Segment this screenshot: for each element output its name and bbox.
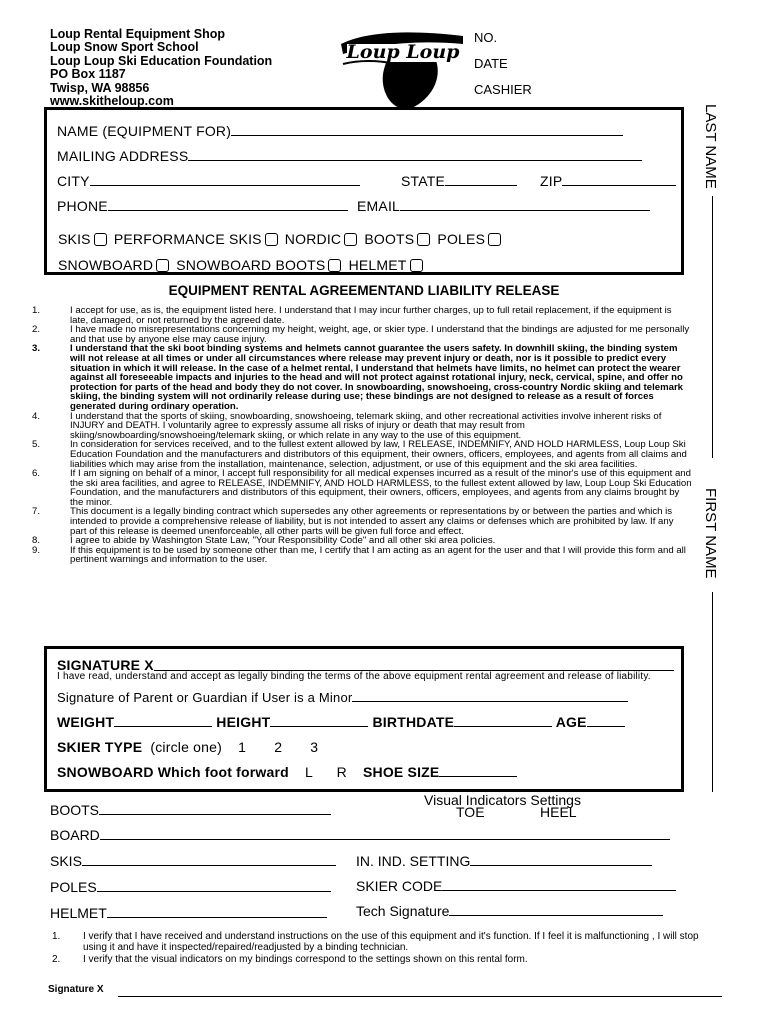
agreement-title: EQUIPMENT RENTAL AGREEMENTAND LIABILITY RELEASE: [168, 283, 560, 298]
age-label: AGE: [555, 714, 587, 730]
header-line: Loup Snow Sport School: [50, 40, 199, 55]
skier-type-label: SKIER TYPE: [57, 739, 143, 755]
boots-field[interactable]: [50, 802, 331, 818]
boots-label: BOOTS: [50, 802, 100, 818]
acceptance-text: I have read, understand and accept as legally binding the terms of the above equipment rental agreement and release of liability.: [57, 671, 651, 682]
snowboard-checkbox[interactable]: [156, 259, 169, 272]
verification-statements: [48, 932, 718, 966]
skier-type-1-option[interactable]: 1: [238, 739, 247, 755]
email-field[interactable]: [357, 198, 650, 214]
header-line: PO Box 1187: [50, 67, 126, 82]
tech-signature-label: Tech Signature: [356, 903, 450, 919]
boots-checkbox[interactable]: [417, 233, 430, 246]
header-line: Loup Rental Equipment Shop: [50, 27, 225, 41]
email-label: EMAIL: [357, 198, 401, 214]
phone-field[interactable]: [57, 198, 348, 214]
equipment-options-row-2: [58, 257, 426, 273]
skis-option-label: SKIS: [58, 231, 91, 247]
cashier-label: CASHIER: [474, 82, 532, 97]
weight-field[interactable]: [114, 715, 212, 727]
last-name-label: LAST NAME: [702, 104, 719, 189]
board-field[interactable]: [50, 827, 670, 843]
term-item: 5. In consideration for services received, and to the fullest extent allowed by law, I RELEASE, INDEMNIFY, AND HOLD HARMLESS, Loup Loup Ski Education Foundation and the manufacturers and distributors of this equipment, their owners, officers, employees, and agents from all claims and liabilities which may arise from the installation, maintenance, selection, adjustment, or use of this equipment and the ski area facilities.: [32, 439, 687, 470]
skier-type-3-option[interactable]: 3: [310, 739, 319, 755]
height-label: HEIGHT: [216, 714, 271, 730]
address-field[interactable]: [57, 148, 642, 164]
poles-label: POLES: [50, 879, 97, 895]
state-label: STATE: [401, 173, 446, 189]
first-name-line[interactable]: [712, 592, 713, 792]
receipt-number-label: NO.: [474, 30, 498, 45]
term-item: 7. This document is a legally binding contract which supersedes any other agreements or representations by or between the parties and which is intended to provide a comprehensive release of liability, but is not intended to assert any claims or defenses which are prohibited by law. If any part of this release is deemed unenforceable, all other parts will be given full force and effect.: [32, 506, 674, 537]
skier-code-label: SKIER CODE: [356, 878, 443, 894]
signature-label: SIGNATURE X: [57, 657, 154, 673]
snowboard-boots-option-label: SNOWBOARD BOOTS: [176, 257, 326, 273]
loup-loup-logo: [337, 24, 467, 114]
verification-item: 2. I verify that the visual indicators on my bindings correspond to the settings shown on this rental form.: [52, 954, 528, 965]
address-label: MAILING ADDRESS: [57, 148, 189, 164]
skis-checkbox[interactable]: [94, 233, 107, 246]
customer-info-box: [44, 107, 684, 275]
skis-field[interactable]: [50, 853, 336, 869]
snowboard-foot-label: SNOWBOARD Which foot forward: [57, 764, 289, 780]
zip-label: ZIP: [540, 173, 563, 189]
term-item: 6. If I am signing on behalf of a minor, I accept full responsibility for all medical expenses incurred as a result of the minor's use of this equipment and the ski area facilities, and agree to RELEASE, INDEMNIFY, AND HOLD HARMLESS, to the fullest extent allowed by law, Loup Loup Ski Education Foundation, and the manufacturers and distributors of this equipment, their owners, officers, employees, and agents from any claims brought by the minor.: [32, 468, 692, 508]
poles-option-label: POLES: [437, 231, 486, 247]
poles-field[interactable]: [50, 879, 331, 895]
final-signature-line[interactable]: [118, 996, 722, 997]
name-label: NAME (EQUIPMENT FOR): [57, 123, 232, 139]
body-stats-row: [57, 714, 625, 730]
circle-one-hint: (circle one): [150, 739, 222, 755]
left-foot-option[interactable]: L: [305, 764, 313, 780]
verification-item: 1. I verify that I have received and understand instructions on the use of this equipment and it's function. If I feel it is malfunctioning , I will stop using it and have it inspected/repaired/readjusted by a binding technician.: [52, 931, 699, 953]
guardian-signature-field[interactable]: [57, 690, 628, 705]
city-label: CITY: [57, 173, 90, 189]
performance-skis-checkbox[interactable]: [265, 233, 278, 246]
nordic-option-label: NORDIC: [284, 231, 342, 247]
nordic-checkbox[interactable]: [344, 233, 357, 246]
equipment-options-row-1: [58, 231, 504, 247]
shop-address-block: [50, 28, 272, 108]
name-field[interactable]: [57, 123, 623, 139]
last-name-line[interactable]: [712, 196, 713, 458]
helmet-field[interactable]: [50, 905, 327, 921]
term-item: 4. I understand that the sports of skiing, snowboarding, snowshoeing, telemark skiing, and other recreational activities involve inherent risks of INJURY and DEATH. I voluntarily agree to expressly assume all risks of injury or death that may result from skiing/snowboarding/snowshoeing/telemark skiing, or which relate in any way to the use of this equipment.: [32, 410, 662, 441]
city-field[interactable]: [57, 173, 360, 189]
height-field[interactable]: [270, 715, 368, 727]
shoe-size-field[interactable]: [439, 765, 517, 777]
helmet-checkbox[interactable]: [410, 259, 423, 272]
term-item: 8. I agree to abide by Washington State Law, "Your Responsibility Code" and all other ski area policies.: [32, 535, 496, 547]
poles-checkbox[interactable]: [488, 233, 501, 246]
board-label: BOARD: [50, 827, 100, 843]
skier-code-field[interactable]: [356, 878, 676, 894]
boots-option-label: BOOTS: [364, 231, 415, 247]
helmet-label: HELMET: [50, 905, 107, 921]
signature-box: [44, 646, 684, 792]
header-line: Twisp, WA 98856: [50, 80, 150, 95]
age-field[interactable]: [587, 715, 625, 727]
logo-text: Loup Loup: [346, 41, 460, 63]
state-field[interactable]: [401, 173, 517, 189]
in-ind-setting-label: IN. IND. SETTING: [356, 853, 471, 869]
header-line: www.skitheloup.com: [50, 94, 174, 109]
term-item: 1. I accept for use, as is, the equipment listed here. I understand that I may incur further charges, up to full retail replacement, if the equipment is late, damaged, or not returned by the agreed date.: [32, 305, 672, 326]
toe-label: TOE: [456, 804, 485, 820]
final-signature-label: Signature X: [48, 984, 104, 995]
tech-signature-field[interactable]: [356, 903, 663, 919]
term-item: 9. If this equipment is to be used by someone other than me, I certify that I am acting as an agent for the user and that I will provide this form and all pertinent warnings and information to the user.: [32, 544, 686, 566]
skier-type-2-option[interactable]: 2: [274, 739, 283, 755]
zip-field[interactable]: [540, 173, 676, 189]
weight-label: WEIGHT: [57, 714, 115, 730]
right-foot-option[interactable]: R: [336, 764, 347, 780]
shoe-size-label: SHOE SIZE: [362, 764, 440, 780]
snowboard-stance-row: [57, 764, 517, 780]
term-item: 3. I understand that the ski boot binding systems and helmets cannot guarantee the users safety. In downhill skiing, the binding system will not release at all times or under all circumstances where release may prevent injury or death, nor is it possible to predict every situation in which it will release. In the case of a helmet rental, I understand that helmets have limits, no helmet can protect the wearer against all foreseeable impacts and injuries to the head and will not protect against rotational injury, neck, cervical, spine, and offer no protection for parts of the head and body they do not cover. In snowboarding, snowshoeing, cross-country Nordic skiing and telemark skiing, the binding system will not ordinarily release during use; these bindings are not designed to release as a result of forces generated during ordinary operation.: [32, 343, 684, 412]
helmet-option-label: HELMET: [348, 257, 407, 273]
snowboard-boots-checkbox[interactable]: [328, 259, 341, 272]
skier-type-row: [57, 739, 318, 755]
skis-label: SKIS: [50, 853, 82, 869]
date-label: DATE: [474, 56, 508, 71]
in-ind-setting-field[interactable]: [356, 853, 652, 869]
birthdate-label: BIRTHDATE: [372, 714, 455, 730]
first-name-label: FIRST NAME: [702, 488, 719, 579]
guardian-signature-label: Signature of Parent or Guardian if User is a Minor: [57, 690, 353, 705]
phone-label: PHONE: [57, 198, 108, 214]
snowboard-option-label: SNOWBOARD: [58, 257, 154, 273]
agreement-terms: [32, 306, 692, 565]
visual-indicators-heading: Visual Indicators Settings: [424, 792, 581, 808]
heel-label: HEEL: [540, 804, 577, 820]
performance-skis-option-label: PERFORMANCE SKIS: [113, 231, 262, 247]
birthdate-field[interactable]: [454, 715, 552, 727]
header-line: Loup Loup Ski Education Foundation: [50, 53, 273, 68]
term-item: 2. I have made no misrepresentations concerning my height, weight, age, or skier type. I understand that the bindings are adjusted for me personally and that use by anyone else may cause injury.: [32, 324, 690, 345]
